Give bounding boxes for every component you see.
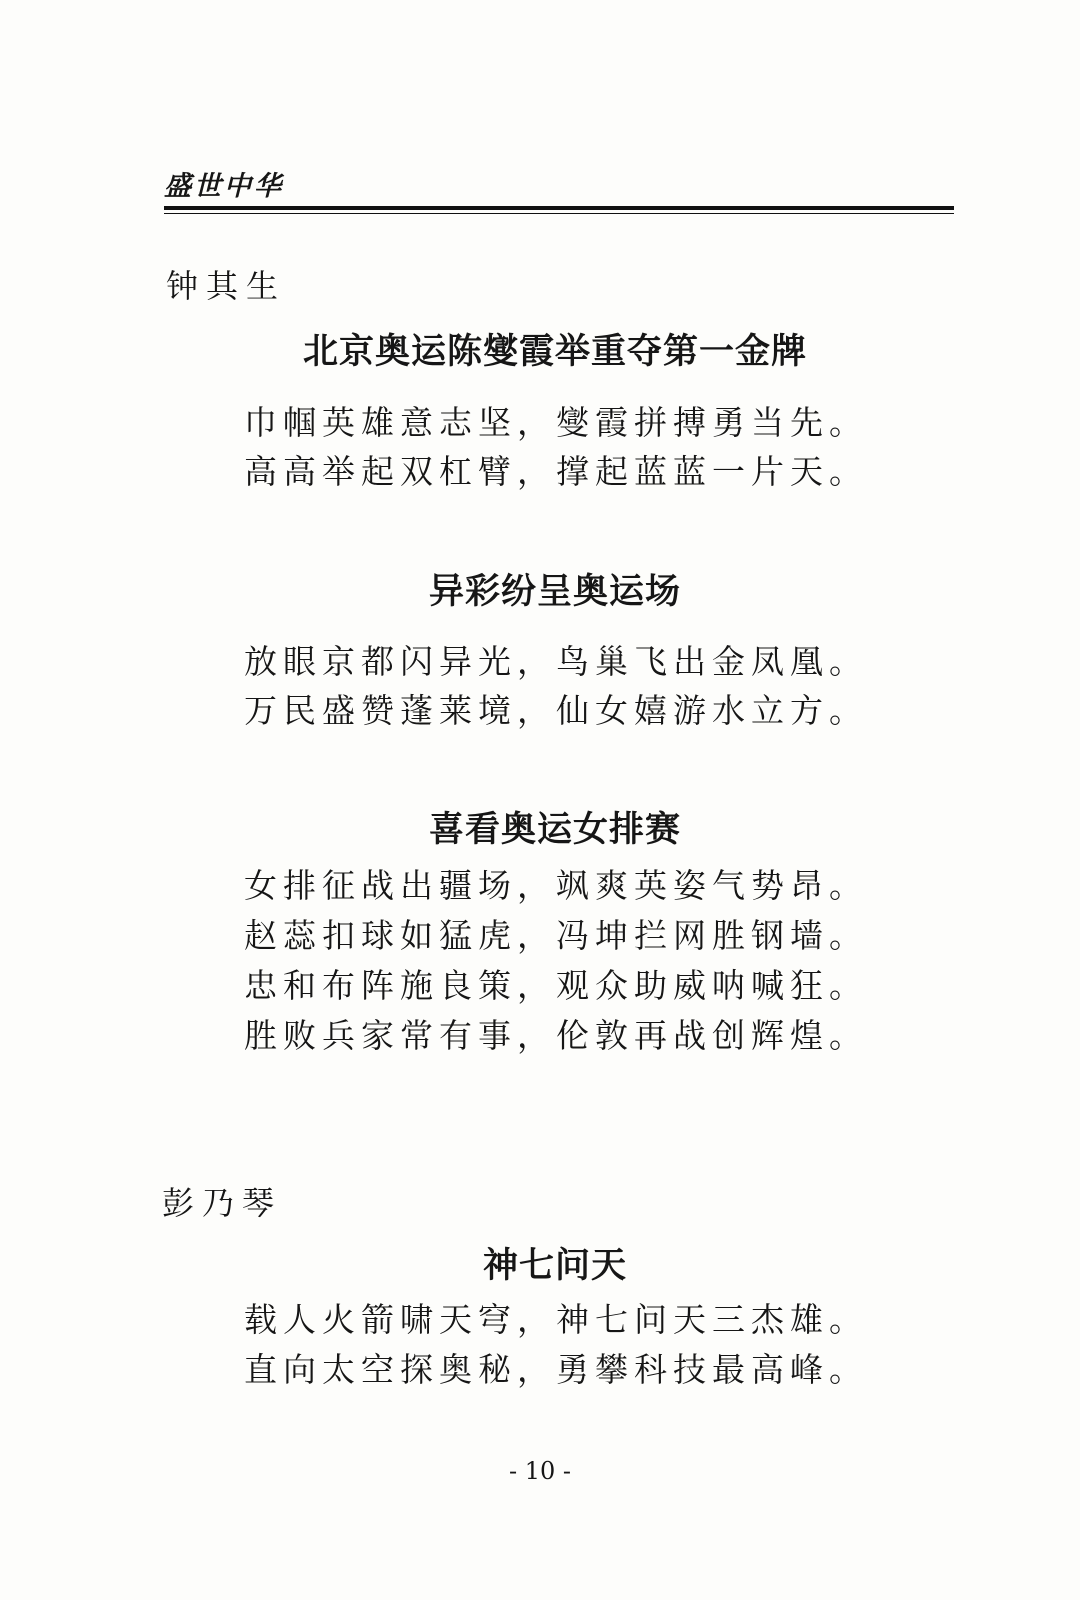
poem-line: 高高举起双杠臂，撑起蓝蓝一片天。 (244, 452, 868, 491)
poem-line: 万民盛赞蓬莱境，仙女嬉游水立方。 (244, 691, 868, 730)
poem-title: 喜看奥运女排赛 (428, 809, 681, 850)
poem-title: 神七问天 (482, 1245, 627, 1286)
poem-line: 放眼京都闪异光，鸟巢飞出金凤凰。 (244, 642, 868, 681)
poem-line: 忠和布阵施良策，观众助威呐喊狂。 (244, 966, 868, 1005)
poem-line: 直向太空探奥秘，勇攀科技最高峰。 (244, 1350, 868, 1389)
poem-line: 女排征战出疆场，飒爽英姿气势昂。 (244, 866, 868, 905)
page-header (164, 170, 954, 204)
header-rule-thin (164, 213, 954, 214)
poem-line: 载人火箭啸天穹，神七问天三杰雄。 (244, 1300, 868, 1339)
header-rule (164, 206, 954, 210)
author-name: 彭乃琴 (162, 1184, 283, 1222)
poem-line: 胜败兵家常有事，伦敦再战创辉煌。 (244, 1016, 868, 1055)
header-title: 盛世中华 (164, 171, 284, 202)
page-number: - 10 - (508, 1457, 571, 1485)
poem-title: 异彩纷呈奥运场 (428, 571, 681, 612)
poem-line: 巾帼英雄意志坚，燮霞拼搏勇当先。 (244, 403, 868, 442)
poem-title: 北京奥运陈燮霞举重夺第一金牌 (302, 331, 807, 372)
author-name: 钟其生 (166, 267, 287, 305)
poem-line: 赵蕊扣球如猛虎，冯坤拦网胜钢墙。 (244, 916, 868, 955)
